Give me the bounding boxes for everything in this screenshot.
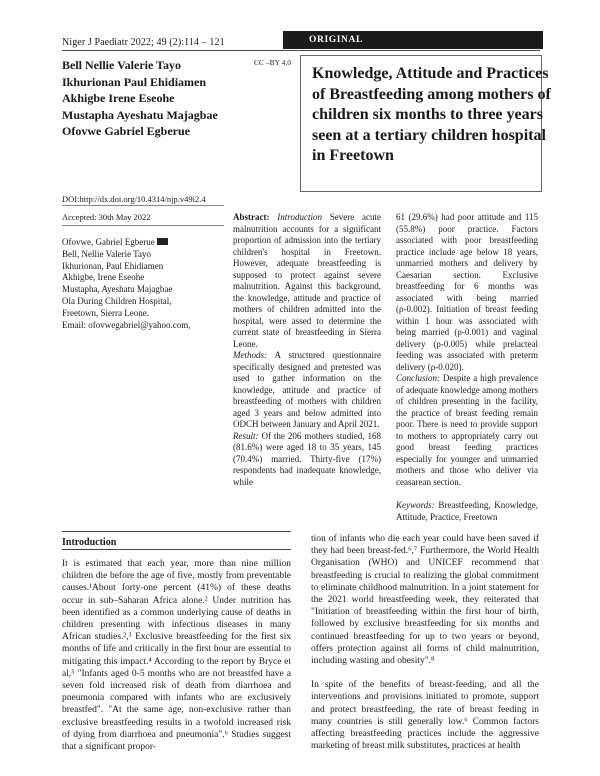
affiliation-email[interactable]: Email: ofovwegabriel@yahoo.com, (62, 319, 191, 330)
abstract-conclusion: Conclusion: Despite a high prevalence of adequate knowledge among mothers of children presenting in the facility, the practice of breast feeding remain poor. There is need to provide support to mothers to appropriately carry out good breast feeding practices especially for younger and unmarried mothers and those who deliver via ceasarean section. (396, 373, 538, 487)
author-list (62, 57, 218, 140)
section-heading: Introduction (62, 537, 117, 548)
affiliation-line: Akhigbe, Irene Eseohe (62, 272, 145, 283)
abstract-methods: Methods: A structured questionnaire specifically designed and pretested was used to gather information on the knowledge, attitude and practice of breastfeeding of mothers with children aged 3 years and below admitted into ODCH between January and April 2021. (233, 350, 381, 429)
journal-citation: Niger J Paediatr 2022; 49 (2):114 – 121 (62, 37, 225, 48)
section-rule-bottom (62, 549, 291, 550)
body-paragraph: In spite of the benefits of breast-feeding, and all the interventions and provisions initiated to promote, support and protect breastfeeding, the rate of breast feeding in many countries is still generally low.⁶ Common factors affecting breastfeeding practices include the aggressive marketing of breast milk substitutes, practices at health (311, 680, 539, 752)
affiliation-line: Ola During Children Hospital, (62, 295, 172, 306)
article-type-banner: ORIGINAL (283, 31, 543, 49)
body-paragraph: tion of infants who die each year could have been saved if they had been breast-fed.⁶,⁷ Furthermore, the World Health Organisation (WHO) and UNICEF recommend that breastfeeding is crucial to realizing the global commitment to eliminate childhood malnutrition. In a joint statement for the 2021 world breastfeeding week, they reiterated that "Initiation of breastfeeding within the first hour of birth, followed by exclusive breastfeeding for six months and continued breastfeeding for up to two years or beyond, offers protection against all forms of child malnutrition, including wasting and obesity".⁸ (311, 534, 539, 667)
body-column-left (62, 558, 291, 753)
author-name: Akhigbe Irene Eseohe (62, 91, 175, 105)
doi-rule (62, 205, 224, 206)
header-rule (62, 50, 540, 51)
corresponding-author: Ofovwe, Gabriel Egberue (62, 237, 227, 249)
license-label: CC –BY 4.0 (254, 58, 292, 67)
section-rule-top (62, 531, 291, 532)
abstract-result-continued: 61 (29.6%) had poor attitude and 115 (55.8%) poor practice. Factors associated with poor breastfeeding practice include age below 18 years, unmarried mothers and delivery by Caesarian section. Exclusive breastfeeding for 6 months was associated with being married (ρ-0.002). Initiation of breast feeding within 1 hour was associated with being married (ρ-0.001) and vaginal delivery (ρ-0.005) while prelacteal feeding was associated with preterm delivery (ρ-0.020). (396, 212, 538, 372)
author-name: Ofovwe Gabriel Egberue (62, 124, 190, 138)
author-name: Bell Nellie Valerie Tayo (62, 58, 181, 72)
author-name: Mustapha Ayeshatu Majagbae (62, 107, 218, 122)
body-paragraph: It is estimated that each year, more than nine million children die before the age of five, mostly from preventable causes.¹About forty-one percent (41%) of these deaths occur in sub–Saharan Africa alone.² Under nutrition has been identified as a common underlying cause of deaths in children presenting with infectious diseases in many African studies.²,³ Exclusive breastfeeding for the first six months of life and critically in the first hour are essential to mitigating this impact.⁴ According to the report by Bryce et al,⁵ "Infants aged 0-5 months who are not breastfed have a seven fold increased risk of death from diarrhoea and pneumonia compared with infants who are exclusively breastfed". "At the same age, non-exclusive rather than exclusive breastfeeding results in a twofold increased risk of dying from diarrhoea and pneumonia".⁶ Studies suggest that a significant propor- (62, 559, 291, 753)
affiliation-line: Ikhurionan, Paul Ehidiamen (62, 260, 164, 271)
accepted-date: Accepted: 30th May 2022 (62, 212, 151, 222)
abstract-result: Result: Of the 206 mothers studied, 168 (81.6%) were aged 18 to 35 years, 145 (70.4%) married. Thirty-five (17%) respondents had inadequate knowledge, while (233, 430, 381, 487)
abstract-column-right (396, 212, 538, 523)
envelope-icon (157, 238, 168, 245)
affiliation-line: Mustapha, Ayeshatu Majagbae (62, 284, 173, 295)
abstract-keywords: Keywords: Breastfeeding, Knowledge, Attitude, Practice, Freetown (396, 500, 539, 522)
abstract-intro: Abstract: Introduction Severe acute malnutrition accounts for a significant proportion of admission into the tertiary children's hospital in Freetown. However, adequate breastfeeding is supposed to protect against severe malnutrition. Against this background, the knowledge, attitude and practice of mothers of children admitted into the hospital, were assed to determine the current state of breastfeeding in Sierra Leone. (233, 212, 381, 349)
abstract-column-left (233, 212, 381, 488)
affiliation-line: Freetown, Sierra Leone. (62, 307, 149, 318)
body-column-right (311, 533, 539, 752)
author-name: Ikhurionan Paul Ehidiamen (62, 74, 207, 89)
doi-link[interactable]: DOI:http://dx.doi.org/10.4314/njp.v49i2.4 (62, 194, 206, 204)
article-title: Knowledge, Attitude and Practices of Breastfeeding among mothers of children six months to three years seen at a tertiary children hospital in Freetown (312, 65, 551, 164)
affiliation-line: Bell, Nellie Valerie Tayo (62, 248, 152, 259)
affiliation-block (62, 237, 227, 331)
accepted-rule (62, 225, 224, 226)
